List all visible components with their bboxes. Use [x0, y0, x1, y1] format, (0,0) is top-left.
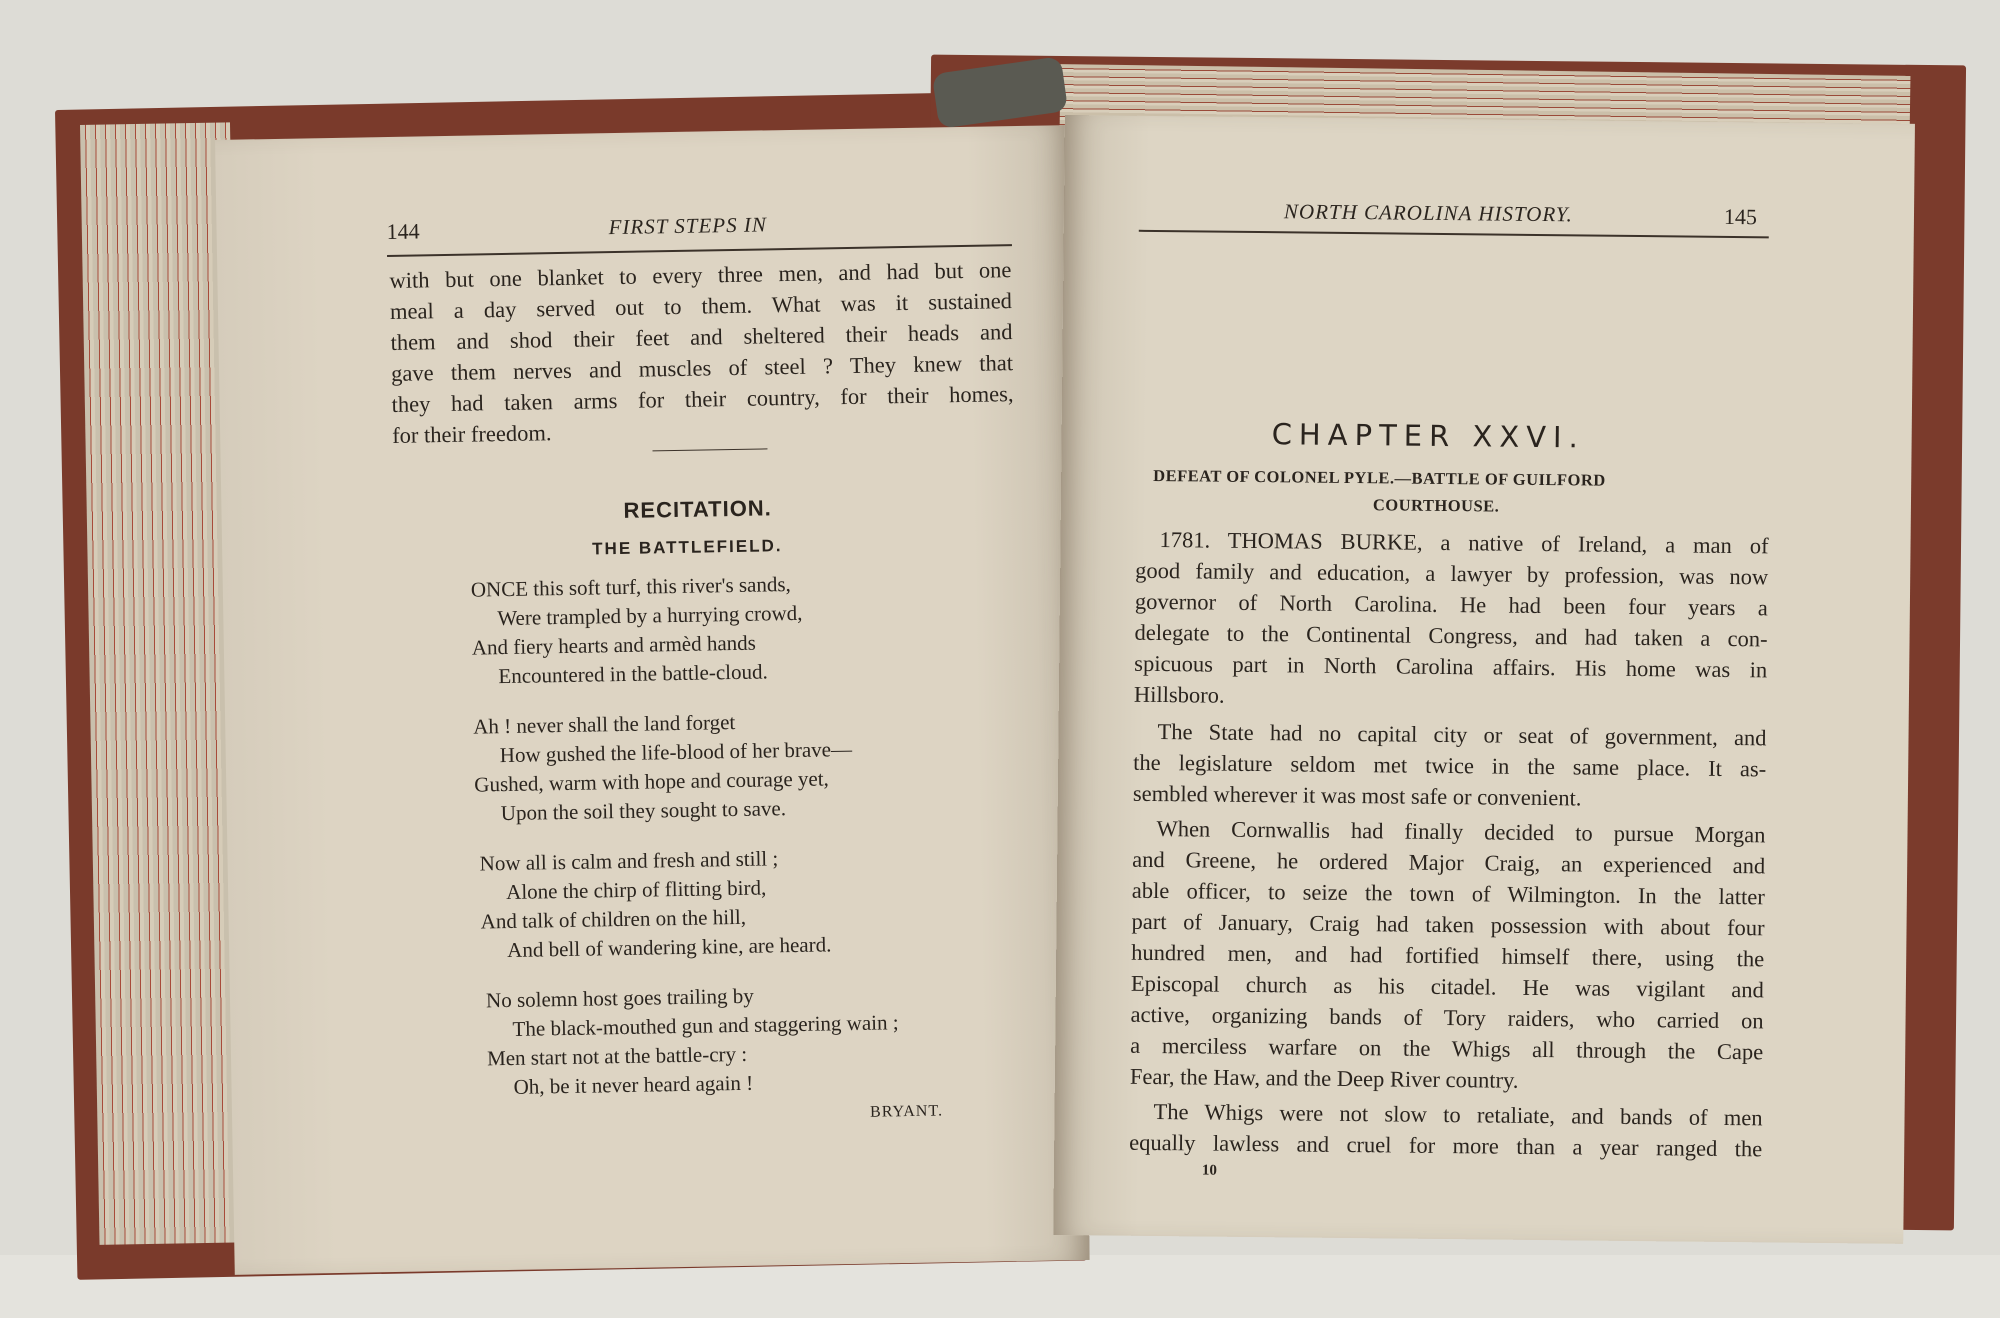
paragraph-line: active, organizing bands of Tory raiders, who carried on	[1130, 1001, 1764, 1034]
chapter-subtitle: DEFEAT OF COLONEL PYLE.—BATTLE OF GUILFORD	[1153, 465, 1606, 490]
poem-line: And fiery hearts and armèd hands	[471, 630, 757, 660]
paragraph-line: When Cornwallis had finally decided to pursue Morgan	[1156, 815, 1766, 848]
poem-line: Men start not at the battle-cry :	[486, 1041, 748, 1071]
paragraph-line: hundred men, and had fortified himself there, using the	[1131, 939, 1765, 972]
poem-line: And bell of wandering kine, are heard.	[506, 932, 832, 963]
paragraph-3	[1130, 813, 1766, 1099]
paragraph-line: with but one blanket to every three men, and had but one	[389, 257, 1012, 293]
page-number-145: 145	[1723, 203, 1758, 230]
paragraph-line: spicuous part in North Carolina affairs. His home was in	[1134, 650, 1768, 683]
poem-stanza-1	[471, 570, 804, 692]
poem-line: Gushed, warm with hope and courage yet,	[474, 766, 830, 797]
paragraph-4	[1129, 1096, 1763, 1165]
poem-line: Now all is calm and fresh and still ;	[479, 846, 779, 876]
paragraph-line: Hillsboro.	[1133, 681, 1225, 708]
paragraph-line: they had taken arms for their country, for their homes,	[391, 381, 1014, 417]
poem-line: No solemn host goes trailing by	[485, 983, 754, 1013]
paragraph-line: The Whigs were not slow to retaliate, and bands of men	[1153, 1098, 1763, 1131]
poem-line: How gushed the life-blood of her brave—	[499, 736, 853, 768]
paragraph-line: and Greene, he ordered Major Craig, an experienced and	[1132, 846, 1766, 879]
poem-line: Ah ! never shall the land forget	[473, 710, 736, 739]
page-number-144: 144	[386, 218, 420, 245]
paragraph-line: Episcopal church as his citadel. He was vigilant and	[1130, 970, 1765, 1003]
poem-title: THE BATTLEFIELD.	[592, 536, 783, 559]
paragraph-line: good family and education, a lawyer by profession, was now	[1135, 557, 1769, 590]
paragraph-line: for their freedom.	[391, 420, 552, 448]
running-head-left: FIRST STEPS IN	[608, 212, 768, 240]
poem-line: Were trampled by a hurrying crowd,	[497, 600, 803, 631]
chapter-subtitle: COURTHOUSE.	[1372, 495, 1500, 516]
paragraph-line: 1781. THOMAS BURKE, a native of Ireland, a man of	[1159, 527, 1769, 559]
paragraph-line: able officer, to seize the town of Wilmington. In the latter	[1131, 877, 1765, 910]
paragraph-line: gave them nerves and muscles of steel ? They knew that	[390, 350, 1014, 386]
poem-attribution: BRYANT.	[869, 1102, 944, 1121]
chapter-title: CHAPTER XXVI.	[1271, 417, 1585, 455]
left-page	[215, 125, 1090, 1275]
section-title: RECITATION.	[623, 495, 773, 523]
header-rule-right	[1139, 230, 1769, 239]
paragraph-line: Fear, the Haw, and the Deep River country.	[1129, 1063, 1519, 1093]
poem-line: Upon the soil they sought to save.	[500, 796, 787, 826]
paragraph-1	[1134, 524, 1769, 717]
poem-stanza-3	[479, 843, 831, 965]
paragraph-2	[1133, 716, 1767, 816]
poem-stanza-4	[486, 979, 900, 1102]
left-paragraph	[389, 254, 1014, 451]
paragraph-line: governor of North Carolina. He had been four years a	[1134, 588, 1769, 621]
poem-line: Encountered in the battle-cloud.	[498, 659, 768, 689]
paragraph-line: a merciless warfare on the Whigs all through the Cape	[1130, 1032, 1764, 1065]
signature-mark: 10	[1201, 1162, 1218, 1179]
poem-line: Alone the chirp of flitting bird,	[505, 875, 767, 905]
poem-line: The black-mouthed gun and staggering wain ;	[512, 1010, 899, 1041]
right-page	[1053, 115, 1915, 1244]
paragraph-line: the legislature seldom met twice in the same place. It as-	[1133, 749, 1767, 782]
section-divider	[652, 448, 767, 451]
poem-line: And talk of children on the hill,	[480, 904, 747, 934]
running-head-right: NORTH CAROLINA HISTORY.	[1283, 199, 1573, 227]
paragraph-line: delegate to the Continental Congress, and had taken a con-	[1134, 619, 1768, 652]
paragraph-line: sembled wherever it was most safe or convenient.	[1132, 780, 1582, 811]
paragraph-line: The State had no capital city or seat of government, and	[1157, 719, 1767, 751]
poem-stanza-2	[473, 706, 853, 829]
paragraph-line: equally lawless and cruel for more than a year ranged the	[1129, 1129, 1763, 1162]
paragraph-line: meal a day served out to them. What was it sustained	[389, 288, 1013, 324]
paragraph-line: part of January, Craig had taken possession with about four	[1131, 908, 1765, 941]
poem-line: Oh, be it never heard again !	[513, 1070, 754, 1099]
poem-line: ONCE this soft turf, this river's sands,	[470, 572, 791, 602]
paragraph-line: them and shod their feet and sheltered their heads and	[390, 319, 1013, 355]
